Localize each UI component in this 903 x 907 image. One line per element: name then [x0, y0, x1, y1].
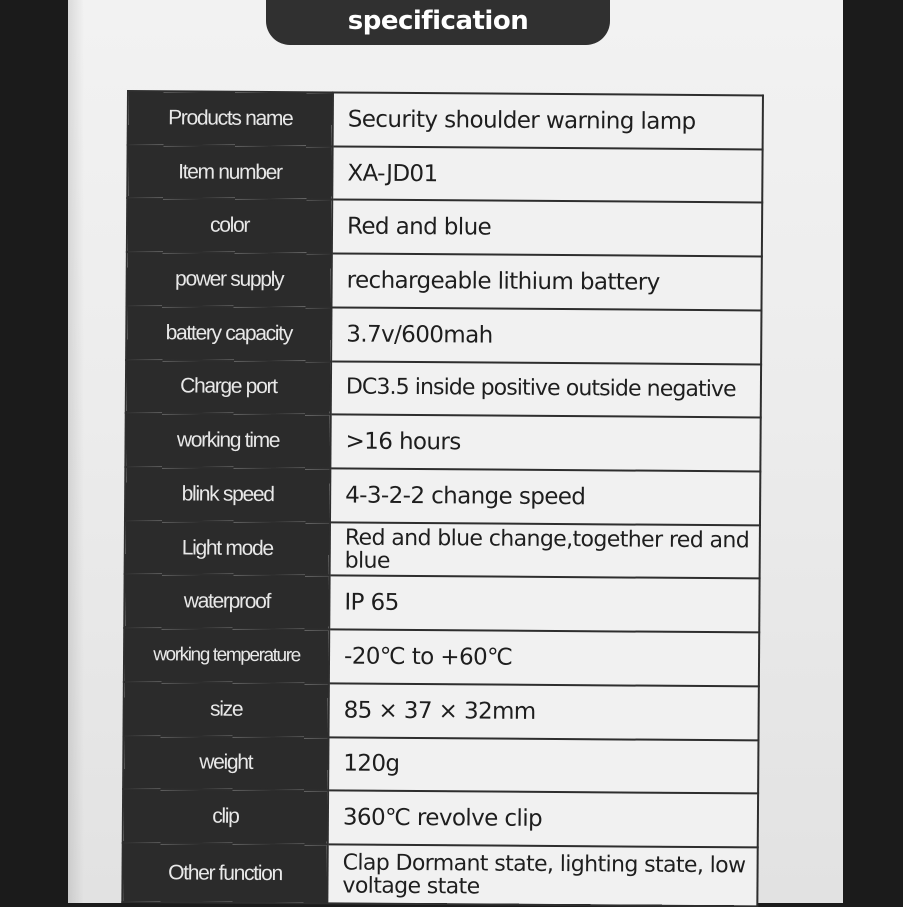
row-value: IP 65 [329, 576, 759, 633]
table-row [128, 91, 763, 149]
row-label: clip [123, 789, 328, 844]
table-row [127, 145, 762, 203]
row-value: 4-3-2-2 change speed [330, 468, 760, 525]
row-label: weight [123, 736, 328, 791]
table-row [123, 682, 758, 740]
row-value: 360℃ revolve clip [328, 791, 758, 848]
row-label: working time [125, 413, 330, 468]
row-label: size [123, 682, 328, 737]
table-row [124, 628, 759, 686]
row-value: Red and blue change,together red and blue [330, 522, 760, 579]
row-label: battery capacity [126, 306, 331, 361]
table-row [124, 574, 759, 632]
row-value: Security shoulder warning lamp [333, 92, 763, 149]
table-row [126, 252, 761, 310]
specification-table [121, 90, 764, 907]
row-label: waterproof [124, 574, 329, 629]
row-value: rechargeable lithium battery [331, 254, 761, 311]
table-row [125, 413, 760, 471]
specification-title: specification [266, 0, 610, 45]
row-value: 120g [328, 737, 758, 794]
row-value: Clap Dormant state, lighting state, low voltage state [327, 844, 757, 906]
row-label: working temperature [124, 628, 329, 683]
row-value: XA-JD01 [332, 146, 762, 203]
row-value: 85 × 37 × 32mm [328, 683, 758, 740]
row-label: Light mode [125, 521, 330, 576]
row-value: >16 hours [330, 415, 760, 472]
row-label: Charge port [126, 360, 331, 415]
row-label: Products name [128, 91, 333, 146]
row-label: color [127, 198, 332, 253]
table-row [127, 198, 762, 256]
table-row [125, 521, 760, 579]
row-value: 3.7v/600mah [331, 307, 761, 364]
table-row [126, 306, 761, 364]
row-label: Item number [127, 145, 332, 200]
table-row [125, 467, 760, 525]
row-label: Other function [122, 843, 327, 903]
row-value: -20℃ to +60℃ [329, 630, 759, 687]
table-row [123, 736, 758, 794]
sheet-edge-shadow [68, 0, 84, 903]
row-label: blink speed [125, 467, 330, 522]
table-row [123, 789, 758, 847]
table-row [126, 360, 761, 418]
row-value: Red and blue [332, 200, 762, 257]
row-value: DC3.5 inside positive outside negative [331, 361, 761, 418]
table-row [122, 843, 757, 906]
row-label: power supply [126, 252, 331, 307]
